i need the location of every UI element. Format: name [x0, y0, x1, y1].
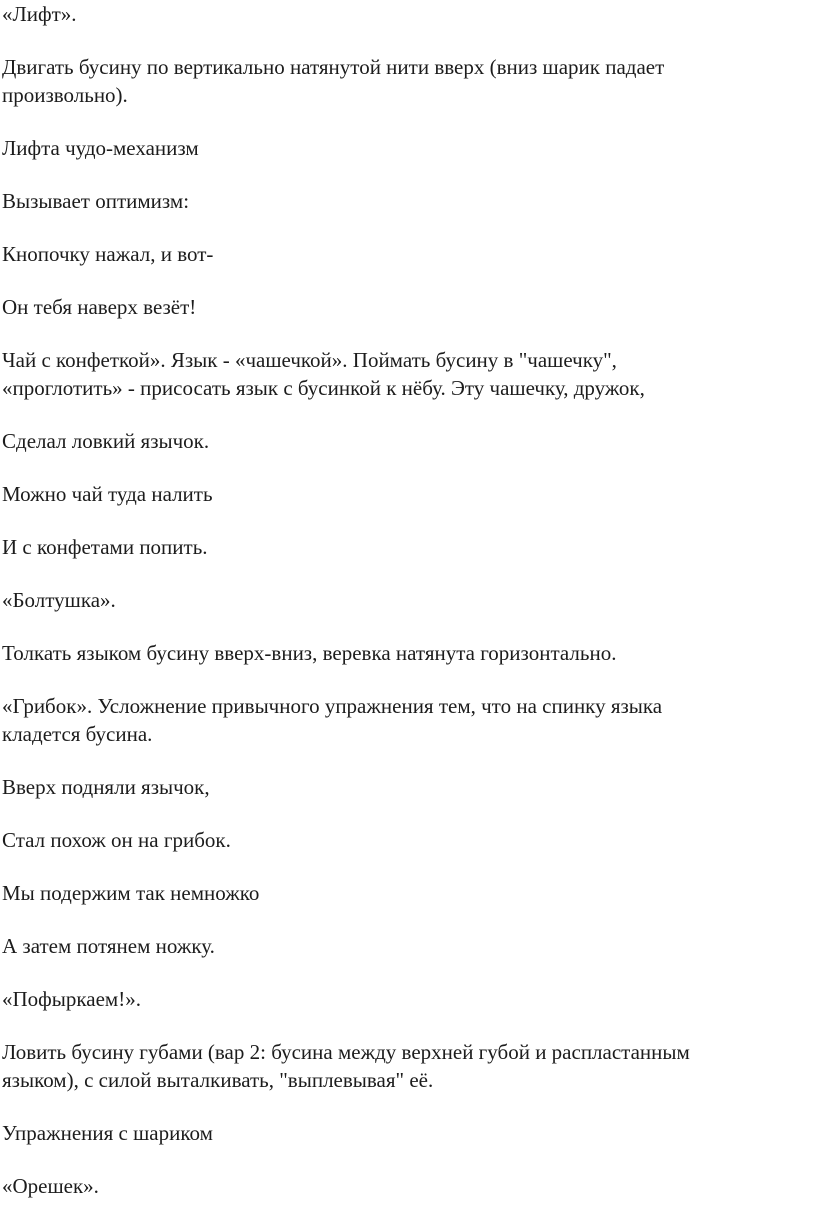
- text-line: И с конфетами попить.: [2, 535, 208, 559]
- text-line: Упражнения с шариком: [2, 1121, 213, 1145]
- text-line: «проглотить» - присосать язык с бусинкой к нёбу. Эту чашечку, дружок,: [2, 376, 645, 400]
- paragraph: [2, 692, 816, 748]
- text-line: «Болтушка».: [2, 588, 116, 612]
- paragraph: [2, 1038, 816, 1094]
- text-line: Чай с конфеткой». Язык - «чашечкой». Поймать бусину в "чашечку",: [2, 348, 617, 372]
- text-line: Вверх подняли язычок,: [2, 775, 210, 799]
- paragraph: [2, 826, 816, 854]
- text-line: «Орешек».: [2, 1174, 99, 1198]
- text-line: Стал похож он на грибок.: [2, 828, 231, 852]
- paragraph: [2, 1119, 816, 1147]
- text-line: Лифта чудо-механизм: [2, 136, 199, 160]
- text-line: Сделал ловкий язычок.: [2, 429, 210, 453]
- paragraph: [2, 240, 816, 268]
- paragraph: [2, 586, 816, 614]
- text-line: «Лифт».: [2, 2, 77, 26]
- text-line: Он тебя наверх везёт!: [2, 295, 197, 319]
- paragraph: [2, 932, 816, 960]
- text-line: кладется бусина.: [2, 722, 153, 746]
- text-line: Мы подержим так немножко: [2, 881, 260, 905]
- paragraph: [2, 53, 816, 109]
- text-line: языком), с силой выталкивать, "выплевывая" её.: [2, 1068, 434, 1092]
- paragraph: [2, 773, 816, 801]
- paragraph: [2, 639, 816, 667]
- text-line: Вызывает оптимизм:: [2, 189, 190, 213]
- paragraph: [2, 187, 816, 215]
- text-line: Толкать языком бусину вверх-вниз, веревка натянута горизонтально.: [2, 641, 617, 665]
- paragraph: [2, 533, 816, 561]
- paragraph: [2, 0, 816, 28]
- text-line: «Пофыркаем!».: [2, 987, 141, 1011]
- text-line: Ловить бусину губами (вар 2: бусина между верхней губой и распластанным: [2, 1040, 690, 1064]
- text-line: «Грибок». Усложнение привычного упражнения тем, что на спинку языка: [2, 694, 663, 718]
- paragraph: [2, 1172, 816, 1200]
- paragraph: [2, 346, 816, 402]
- paragraph: [2, 480, 816, 508]
- text-line: произвольно).: [2, 83, 128, 107]
- text-line: Двигать бусину по вертикально натянутой нити вверх (вниз шарик падает: [2, 55, 665, 79]
- paragraph: [2, 879, 816, 907]
- paragraph: [2, 985, 816, 1013]
- text-line: Кнопочку нажал, и вот-: [2, 242, 214, 266]
- paragraph: [2, 293, 816, 321]
- paragraph: [2, 134, 816, 162]
- text-line: Можно чай туда налить: [2, 482, 213, 506]
- text-line: А затем потянем ножку.: [2, 934, 215, 958]
- paragraph: [2, 427, 816, 455]
